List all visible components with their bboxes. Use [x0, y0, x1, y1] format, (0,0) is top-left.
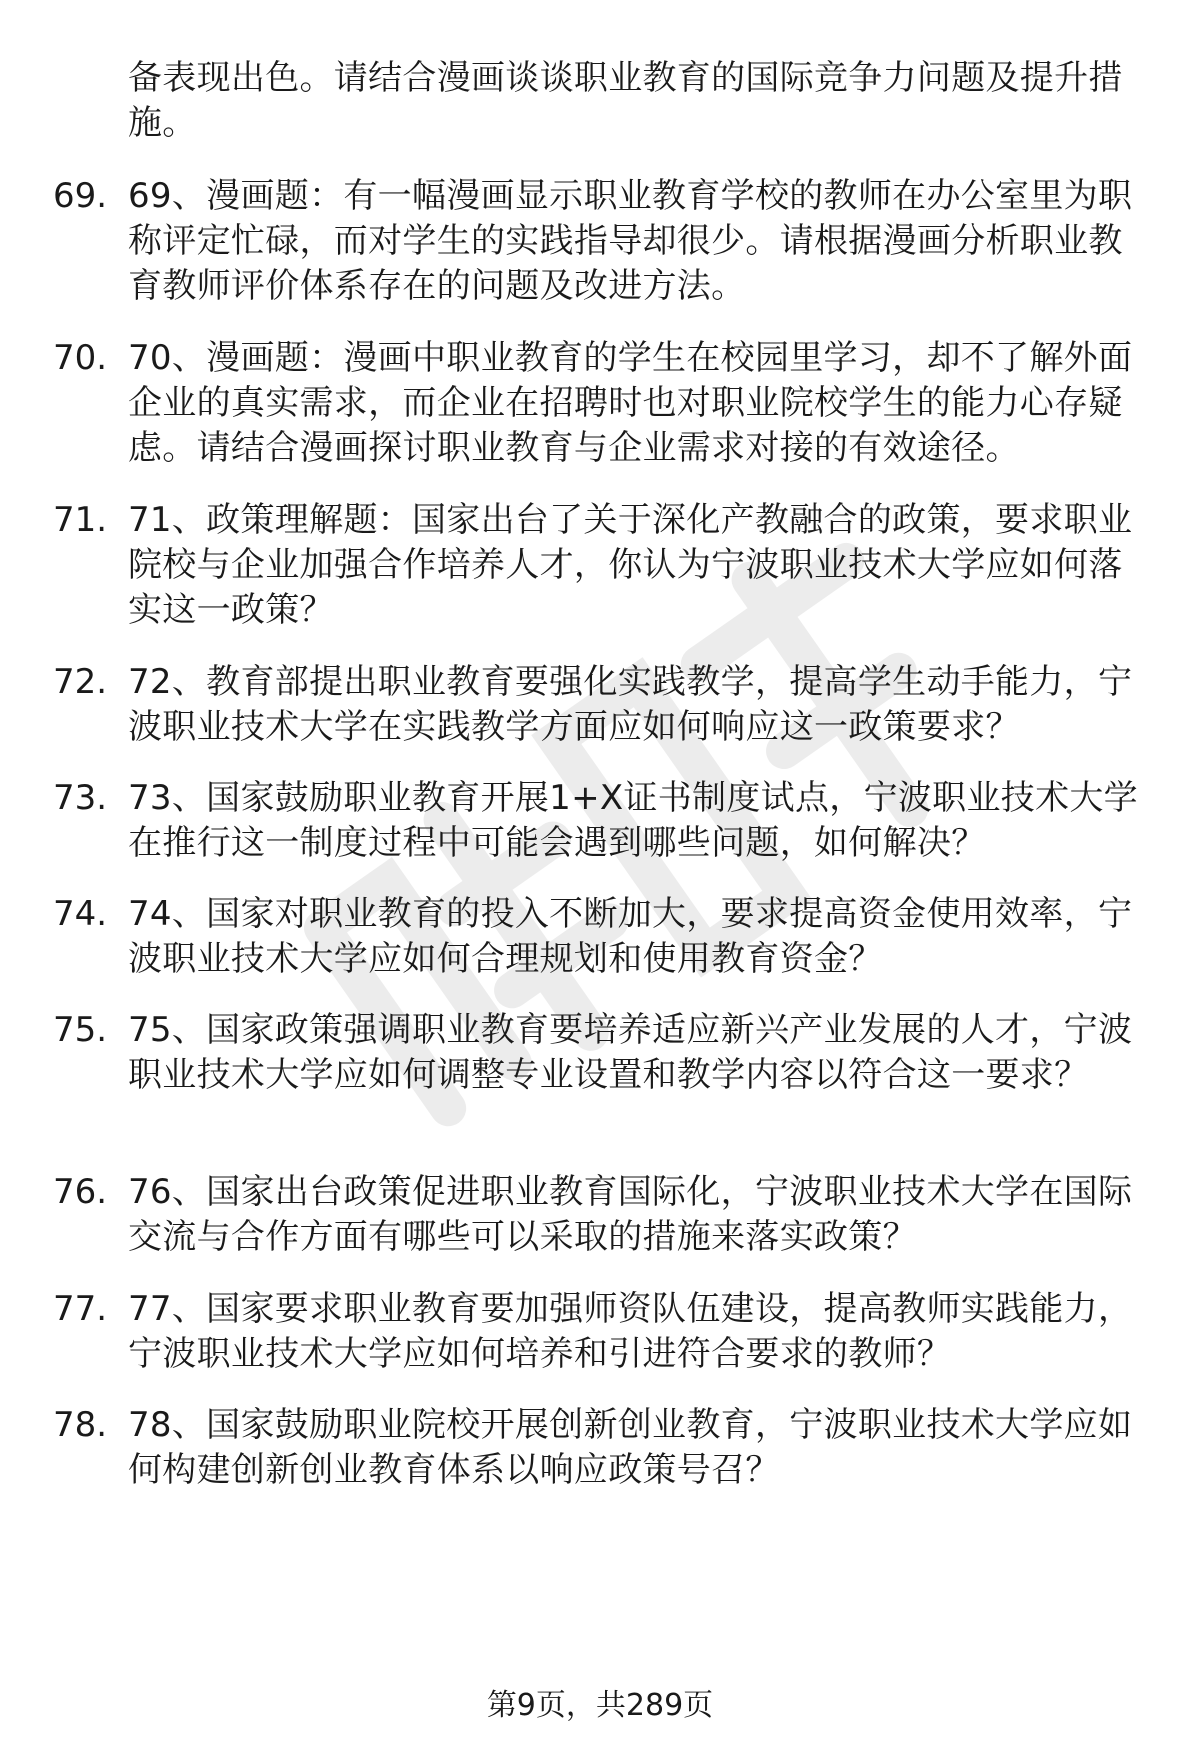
question-text: 71、政策理解题：国家出台了关于深化产教融合的政策，要求职业院校与企业加强合作培养人才，你认为宁波职业技术大学应如何落实这一政策？: [128, 500, 1133, 630]
question-text: 69、漫画题：有一幅漫画显示职业教育学校的教师在办公室里为职称评定忙碌，而对学生的实践指导却很少。请根据漫画分析职业教育教师评价体系存在的问题及改进方法。: [128, 176, 1133, 306]
question-number: 78.: [53, 1405, 108, 1445]
question-text: 75、国家政策强调职业教育要培养适应新兴产业发展的人才，宁波职业技术大学应如何调整专业设置和教学内容以符合这一要求？: [128, 1010, 1133, 1095]
question-number: 74.: [53, 894, 108, 934]
question-text: 76、国家出台政策促进职业教育国际化，宁波职业技术大学在国际交流与合作方面有哪些可以采取的措施来落实政策？: [128, 1172, 1133, 1257]
question-number: 71.: [53, 500, 108, 540]
question-number: 69.: [53, 176, 108, 216]
question-number: 72.: [53, 662, 108, 702]
question-text: 78、国家鼓励职业院校开展创新创业教育，宁波职业技术大学应如何构建创新创业教育体系以响应政策号召？: [128, 1405, 1133, 1490]
page-footer: 第9页，共289页: [486, 1688, 714, 1723]
question-number: 73.: [53, 778, 108, 818]
question-text: 77、国家要求职业教育要加强师资队伍建设，提高教师实践能力，宁波职业技术大学应如何培养和引进符合要求的教师？: [128, 1289, 1133, 1374]
question-text: 74、国家对职业教育的投入不断加大，要求提高资金使用效率，宁波职业技术大学应如何合理规划和使用教育资金？: [128, 894, 1133, 979]
question-number: 77.: [53, 1289, 108, 1329]
question-number: 76.: [53, 1172, 108, 1212]
question-text: 73、国家鼓励职业教育开展1+X证书制度试点，宁波职业技术大学在推行这一制度过程中可能会遇到哪些问题，如何解决？: [128, 778, 1138, 863]
question-text: 72、教育部提出职业教育要强化实践教学，提高学生动手能力，宁波职业技术大学在实践教学方面应如何响应这一政策要求？: [128, 662, 1133, 747]
question-text: 70、漫画题：漫画中职业教育的学生在校园里学习，却不了解外面企业的真实需求，而企业在招聘时也对职业院校学生的能力心存疑虑。请结合漫画探讨职业教育与企业需求对接的有效途径。: [128, 338, 1133, 468]
question-number: 70.: [53, 338, 108, 378]
continued-question-text: 备表现出色。请结合漫画谈谈职业教育的国际竞争力问题及提升措施。: [128, 58, 1123, 143]
question-number: 75.: [53, 1010, 108, 1050]
